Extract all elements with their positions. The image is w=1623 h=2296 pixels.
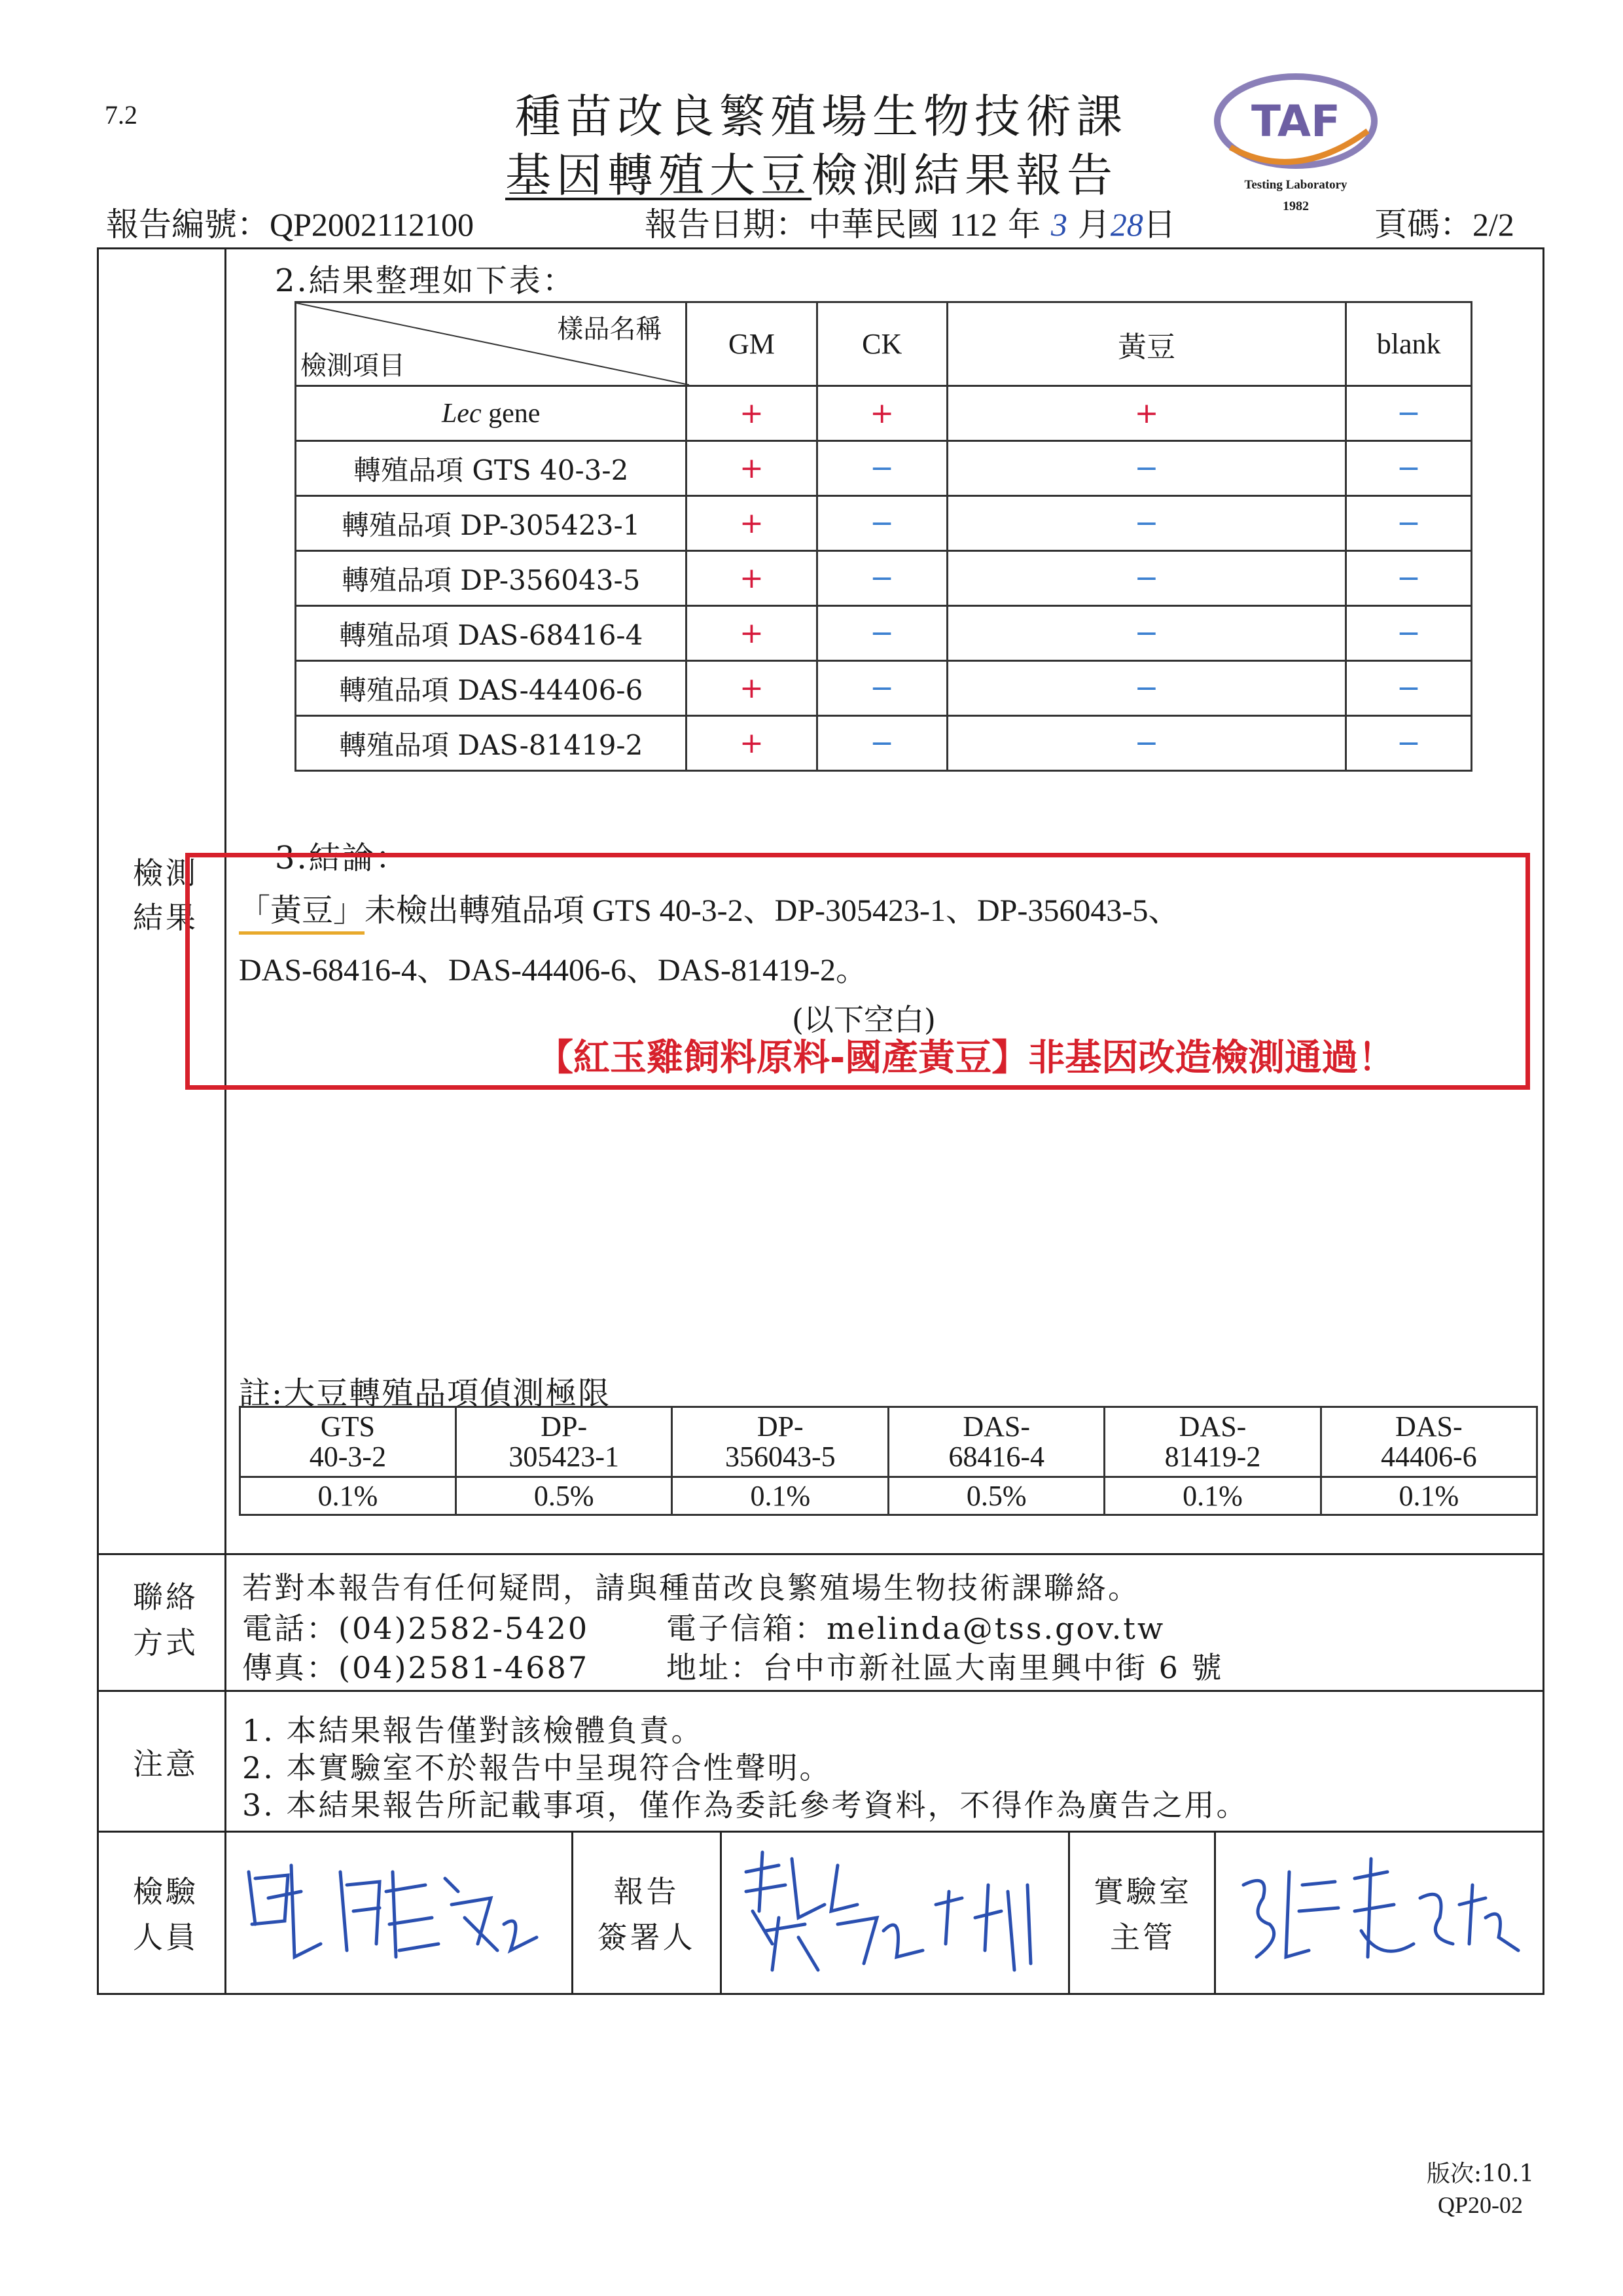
limit-header-line2: 44406-6 xyxy=(1381,1441,1477,1473)
contact-fax: 傳真：(04)2581-4687 xyxy=(242,1650,590,1685)
signer-signature xyxy=(726,1839,1067,1990)
cell-soybean: − xyxy=(947,661,1346,716)
cell-ck: + xyxy=(817,386,947,441)
contact-address: 地址：台中市新社區大南里興中街 6 號 xyxy=(666,1650,1224,1685)
cell-ck: − xyxy=(817,441,947,496)
conclusion-heading: 3.結論： xyxy=(275,840,409,876)
cell-blank: − xyxy=(1346,496,1472,551)
cell-soybean: − xyxy=(947,551,1346,606)
note-item: 1. 本結果報告僅對該檢體負責。 xyxy=(242,1713,704,1748)
conclusion-line1-rest: 未檢出轉殖品項 GTS 40-3-2、DP-305423-1、DP-356043-5、 xyxy=(365,893,1180,928)
cell-soybean: + xyxy=(947,386,1346,441)
report-number xyxy=(106,198,474,245)
page-value: 2/2 xyxy=(1472,206,1514,243)
note-item: 3. 本結果報告所記載事項，僅作為委託參考資料，不得作為廣告之用。 xyxy=(242,1787,1249,1823)
title-rest: 檢測結果報告 xyxy=(812,149,1118,202)
cell-soybean: − xyxy=(947,716,1346,771)
cell-gm: + xyxy=(687,606,817,661)
results-heading: 2.結果整理如下表： xyxy=(275,262,576,299)
row-item: 轉殖品項 DAS-81419-2 xyxy=(296,716,687,771)
conclusion-line2: DAS-68416-4、DAS-44406-6、DAS-81419-2。 xyxy=(239,953,867,988)
contact-phone: 電話：(04)2582-5420 xyxy=(242,1611,590,1646)
limit-value: 0.1% xyxy=(240,1477,456,1515)
table-row xyxy=(296,661,1472,716)
limit-header-line1: DAS- xyxy=(1395,1410,1463,1443)
table-row xyxy=(296,716,1472,771)
notes-label: 注意 xyxy=(133,1746,198,1782)
limits-value-row xyxy=(240,1477,1537,1515)
blank-note: (以下空白) xyxy=(792,1002,936,1037)
limit-value: 0.1% xyxy=(1105,1477,1321,1515)
cell-gm: + xyxy=(687,386,817,441)
frame-hline-signatures xyxy=(97,1831,1544,1833)
frame-hline-notes xyxy=(97,1690,1544,1692)
sig-divider-4 xyxy=(1214,1831,1216,1995)
table-row xyxy=(296,496,1472,551)
limit-header-line2: 305423-1 xyxy=(508,1441,619,1473)
conclusion-highlight: 「黃豆」 xyxy=(239,892,365,935)
cell-ck: − xyxy=(817,496,947,551)
manager-label xyxy=(1073,1869,1212,1960)
contact-email: 電子信箱：melinda@tss.gov.tw xyxy=(666,1611,1166,1646)
cell-gm: + xyxy=(687,551,817,606)
cell-ck: − xyxy=(817,551,947,606)
limit-header-line2: 40-3-2 xyxy=(309,1441,387,1473)
row-item: 轉殖品項 GTS 40-3-2 xyxy=(296,441,687,496)
taf-lab-text: Testing Laboratory xyxy=(1244,178,1347,192)
limit-header-line1: DP- xyxy=(757,1410,804,1443)
cell-blank: − xyxy=(1346,716,1472,771)
cell-gm: + xyxy=(687,496,817,551)
report-no-value: QP2002112100 xyxy=(270,206,474,243)
table-row xyxy=(296,551,1472,606)
limit-header xyxy=(455,1407,672,1477)
limit-header xyxy=(1321,1407,1537,1477)
edition: 版次:10.1 xyxy=(1427,2161,1535,2187)
cell-gm: + xyxy=(687,716,817,771)
frame-hline-contact xyxy=(97,1553,1544,1555)
contact-label-line1: 聯絡 xyxy=(133,1579,198,1615)
version-mark: 7.2 xyxy=(105,100,137,130)
limit-header-line2: 356043-5 xyxy=(724,1441,836,1473)
limit-value: 0.1% xyxy=(1321,1477,1537,1515)
limit-value: 0.5% xyxy=(889,1477,1105,1515)
limit-header xyxy=(1105,1407,1321,1477)
limit-value: 0.1% xyxy=(672,1477,889,1515)
table-row xyxy=(296,606,1472,661)
signer-label-line2: 簽署人 xyxy=(597,1920,696,1955)
date-year: 112 xyxy=(949,206,998,243)
cell-blank: − xyxy=(1346,441,1472,496)
cell-blank: − xyxy=(1346,606,1472,661)
cell-blank: − xyxy=(1346,551,1472,606)
col-header-soybean: 黃豆 xyxy=(947,302,1346,386)
form-number: QP20-02 xyxy=(1438,2192,1524,2218)
cell-soybean: − xyxy=(947,441,1346,496)
page-number xyxy=(1374,198,1514,245)
limits-caption: 註:大豆轉殖品項偵測極限 xyxy=(239,1375,611,1412)
cell-blank: − xyxy=(1346,661,1472,716)
limits-table xyxy=(239,1406,1538,1516)
inspector-label-line1: 檢驗 xyxy=(133,1874,198,1909)
inspector-signature xyxy=(229,1846,569,1990)
manager-label-line2: 主管 xyxy=(1110,1920,1175,1955)
report-title-line1: 種苗改良繁殖場生物技術課 xyxy=(515,90,1128,143)
cell-ck: − xyxy=(817,716,947,771)
sig-divider-2 xyxy=(720,1831,722,1995)
side-label-result-line2: 結果 xyxy=(133,900,198,935)
cell-blank: − xyxy=(1346,386,1472,441)
limit-header-line2: 68416-4 xyxy=(948,1441,1045,1473)
limit-header-line1: DP- xyxy=(541,1410,588,1443)
col-header-gm: GM xyxy=(687,302,817,386)
corner-cell xyxy=(296,302,687,386)
signer-label xyxy=(576,1869,717,1960)
overlay-pass-text: 【紅玉雞飼料原料-國產黃豆】非基因改造檢測通過！ xyxy=(537,1037,1395,1079)
table-row xyxy=(296,441,1472,496)
row-item xyxy=(296,386,687,441)
contact-line1: 若對本報告有任何疑問，請與種苗改良繁殖場生物技術課聯絡。 xyxy=(242,1570,1140,1605)
row-item: 轉殖品項 DAS-44406-6 xyxy=(296,661,687,716)
row-item: 轉殖品項 DP-305423-1 xyxy=(296,496,687,551)
page-label: 頁碼： xyxy=(1374,206,1472,243)
limit-header-line1: DAS- xyxy=(1179,1410,1247,1443)
side-label-result-line1: 檢測 xyxy=(133,855,198,891)
taf-logo xyxy=(1204,69,1387,219)
limit-header-line1: GTS xyxy=(320,1410,375,1443)
date-month: 3 xyxy=(1050,206,1067,243)
contact-label-line2: 方式 xyxy=(133,1625,198,1660)
cell-gm: + xyxy=(687,441,817,496)
row-item-text: gene xyxy=(488,398,541,429)
cell-soybean: − xyxy=(947,496,1346,551)
corner-bottom-label: 檢測項目 xyxy=(300,351,405,381)
corner-top-label: 樣品名稱 xyxy=(557,314,662,344)
limit-header-line2: 81419-2 xyxy=(1164,1441,1261,1473)
results-table xyxy=(294,301,1472,772)
sig-divider-1 xyxy=(571,1831,573,1995)
date-month-unit: 月 xyxy=(1077,206,1111,243)
date-day: 28 xyxy=(1110,206,1143,243)
note-item: 2. 本實驗室不於報告中呈現符合性聲明。 xyxy=(242,1750,832,1785)
taf-logo-text: TAF xyxy=(1251,96,1341,147)
col-header-blank: blank xyxy=(1346,302,1472,386)
cell-ck: − xyxy=(817,661,947,716)
frame-divider-lower xyxy=(224,1553,226,1995)
limit-header xyxy=(889,1407,1105,1477)
row-item: 轉殖品項 DP-356043-5 xyxy=(296,551,687,606)
row-item: 轉殖品項 DAS-68416-4 xyxy=(296,606,687,661)
taf-year: 1982 xyxy=(1283,199,1309,213)
table-row xyxy=(296,386,1472,441)
inspector-label-line2: 人員 xyxy=(133,1920,198,1955)
limit-header-line1: DAS- xyxy=(963,1410,1031,1443)
limit-header xyxy=(672,1407,889,1477)
report-no-label: 報告編號： xyxy=(106,206,270,243)
contact-label xyxy=(110,1574,221,1666)
cell-gm: + xyxy=(687,661,817,716)
col-header-ck: CK xyxy=(817,302,947,386)
manager-label-line1: 實驗室 xyxy=(1094,1874,1192,1909)
results-header-row xyxy=(296,302,1472,386)
date-day-unit: 日 xyxy=(1143,206,1176,243)
cell-soybean: − xyxy=(947,606,1346,661)
limit-header xyxy=(240,1407,456,1477)
title-underlined-part: 基因轉殖大豆 xyxy=(505,149,812,202)
row-item-italic: Lec xyxy=(441,398,482,429)
inspector-label xyxy=(110,1869,221,1960)
date-label: 報告日期：中華民國 xyxy=(645,206,939,243)
manager-signature xyxy=(1224,1846,1531,1990)
signer-label-line1: 報告 xyxy=(613,1874,679,1909)
limit-value: 0.5% xyxy=(455,1477,672,1515)
date-year-unit: 年 xyxy=(1007,206,1041,243)
sig-divider-3 xyxy=(1068,1831,1070,1995)
report-date xyxy=(645,198,1176,245)
limits-header-row xyxy=(240,1407,1537,1477)
cell-ck: − xyxy=(817,606,947,661)
